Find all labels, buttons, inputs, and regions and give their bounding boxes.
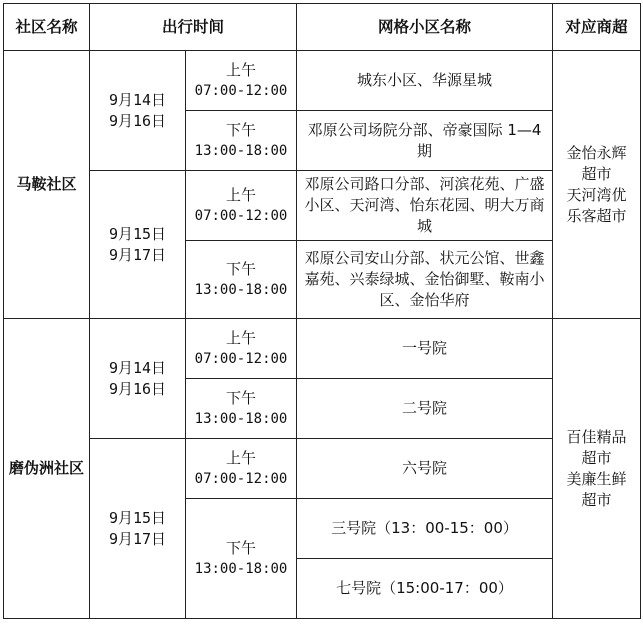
table-row <box>4 319 641 379</box>
date-line: 9月14日 <box>108 358 167 377</box>
period-label: 下午 <box>226 259 257 278</box>
grid-areas: 七号院（15:00-17：00） <box>297 559 553 619</box>
supermarket-line: 超市 <box>581 490 612 509</box>
time-slot <box>186 499 297 619</box>
time-range: 13:00-18:00 <box>194 281 288 298</box>
header-supermarket: 对应商超 <box>553 4 641 51</box>
supermarket-cell <box>553 319 641 619</box>
time-slot <box>186 241 297 319</box>
supermarket-cell <box>553 51 641 319</box>
grid-areas: 邓原公司场院分部、帝豪国际 1—4期 <box>297 111 553 171</box>
time-slot <box>186 111 297 171</box>
community-name: 马鞍社区 <box>4 51 90 319</box>
period-label: 下午 <box>226 120 257 139</box>
header-grid: 网格小区名称 <box>297 4 553 51</box>
date-line: 9月14日 <box>108 90 167 109</box>
table-row <box>4 439 641 499</box>
time-slot <box>186 319 297 379</box>
grid-areas: 一号院 <box>297 319 553 379</box>
table-row <box>4 171 641 241</box>
period-label: 上午 <box>226 448 257 467</box>
date-line: 9月15日 <box>108 224 167 243</box>
supermarket-line: 金怡永辉 <box>566 143 627 162</box>
period-label: 上午 <box>226 185 257 204</box>
date-cell <box>90 319 186 439</box>
community-name: 磨伪洲社区 <box>4 319 90 619</box>
period-label: 上午 <box>226 60 257 79</box>
date-cell <box>90 439 186 619</box>
time-slot <box>186 171 297 241</box>
header-time: 出行时间 <box>90 4 297 51</box>
grid-areas: 三号院（13：00-15：00） <box>297 499 553 559</box>
date-line: 9月16日 <box>108 111 167 130</box>
supermarket-line: 超市 <box>581 164 612 183</box>
period-label: 下午 <box>226 388 257 407</box>
date-line: 9月15日 <box>108 508 167 527</box>
grid-areas: 六号院 <box>297 439 553 499</box>
time-range: 07:00-12:00 <box>194 207 288 224</box>
time-range: 07:00-12:00 <box>194 470 288 487</box>
time-range: 13:00-18:00 <box>194 142 288 159</box>
date-line: 9月17日 <box>108 529 167 548</box>
header-community: 社区名称 <box>4 4 90 51</box>
date-line: 9月16日 <box>108 379 167 398</box>
supermarket-line: 美廉生鲜 <box>566 469 627 488</box>
time-slot <box>186 439 297 499</box>
time-slot <box>186 51 297 111</box>
schedule-table <box>3 3 641 619</box>
grid-areas: 邓原公司路口分部、河滨花苑、广盛小区、天河湾、怡东花园、明大万商城 <box>297 171 553 241</box>
grid-areas: 二号院 <box>297 379 553 439</box>
date-cell <box>90 171 186 319</box>
supermarket-line: 超市 <box>581 448 612 467</box>
supermarket-line: 百佳精品 <box>566 427 627 446</box>
time-range: 13:00-18:00 <box>194 560 288 577</box>
time-range: 13:00-18:00 <box>194 410 288 427</box>
date-line: 9月17日 <box>108 245 167 264</box>
grid-areas: 城东小区、华源星城 <box>297 51 553 111</box>
table-row <box>4 51 641 111</box>
time-range: 07:00-12:00 <box>194 350 288 367</box>
date-cell <box>90 51 186 171</box>
time-range: 07:00-12:00 <box>194 82 288 99</box>
header-row <box>4 4 641 51</box>
supermarket-line: 乐客超市 <box>566 206 627 225</box>
grid-areas: 邓原公司安山分部、状元公馆、世鑫嘉苑、兴泰绿城、金怡御墅、鞍南小区、金怡华府 <box>297 241 553 319</box>
time-slot <box>186 379 297 439</box>
period-label: 下午 <box>226 538 257 557</box>
period-label: 上午 <box>226 328 257 347</box>
supermarket-line: 天河湾优 <box>566 185 627 204</box>
